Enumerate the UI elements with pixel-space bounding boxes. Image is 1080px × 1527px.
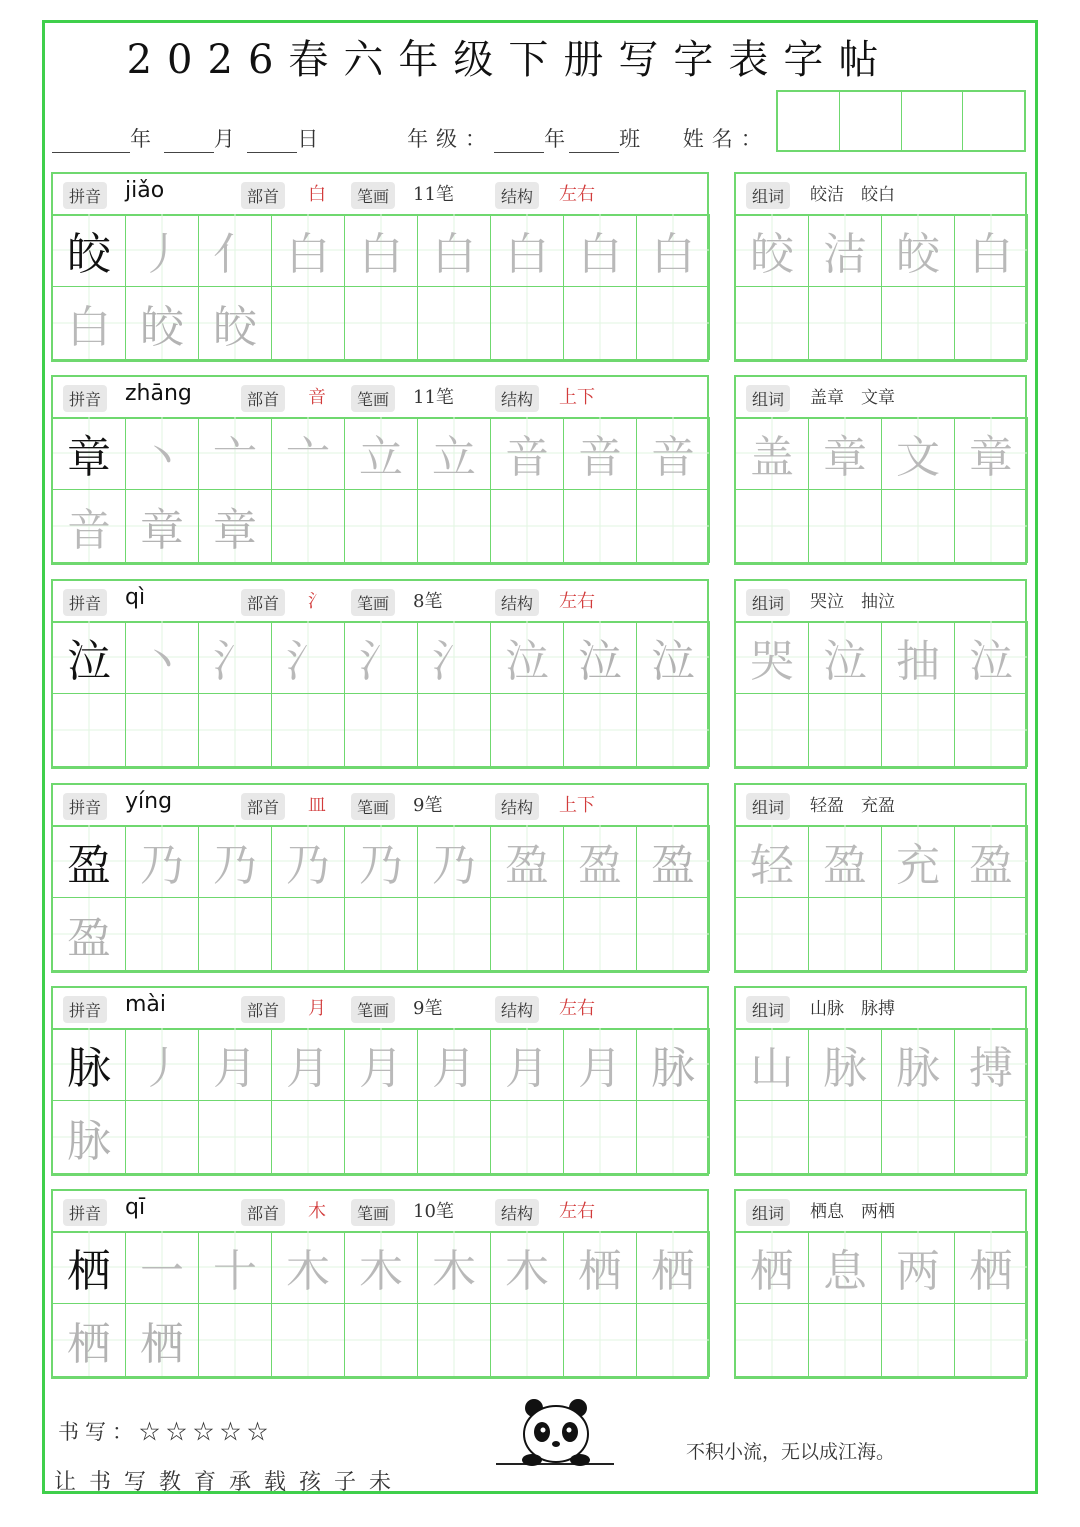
- stroke-step-cell: 栖: [53, 1304, 126, 1377]
- words-text: 栖息 两栖: [810, 1202, 895, 1222]
- words-text: 皎洁 皎白: [810, 185, 895, 205]
- practice-cell[interactable]: [491, 287, 564, 360]
- stroke-step-cell: 泣: [637, 621, 710, 694]
- word-practice-cell[interactable]: [736, 1101, 809, 1174]
- words-grid: [736, 825, 1028, 971]
- practice-block: [51, 986, 709, 1176]
- model-character: 章: [53, 417, 126, 490]
- structure-value: 上下: [559, 387, 595, 408]
- practice-cell[interactable]: [126, 1101, 199, 1174]
- rating-label: 书写：☆☆☆☆☆: [58, 1420, 274, 1444]
- strokes-tag: 笔画: [351, 1199, 395, 1226]
- word-practice-cell[interactable]: [955, 694, 1028, 767]
- radical-value: 月: [308, 998, 326, 1019]
- word-trace-cell: 泣: [955, 621, 1028, 694]
- words-bar: [736, 988, 1025, 1030]
- day-blank[interactable]: [247, 130, 297, 153]
- words-block: [734, 986, 1027, 1176]
- word-trace-cell: 搏: [955, 1028, 1028, 1101]
- practice-cell[interactable]: [345, 490, 418, 563]
- structure-tag: 结构: [495, 182, 539, 209]
- practice-cell[interactable]: [637, 694, 710, 767]
- practice-cell[interactable]: [345, 898, 418, 971]
- char-section: [51, 172, 1027, 362]
- words-tag: 组词: [746, 589, 790, 616]
- stroke-step-cell: 白: [345, 214, 418, 287]
- practice-cell[interactable]: [126, 694, 199, 767]
- strokes-tag: 笔画: [351, 793, 395, 820]
- pinyin-value: mài: [125, 992, 167, 1017]
- word-practice-cell[interactable]: [882, 490, 955, 563]
- radical-tag: 部首: [241, 996, 285, 1023]
- structure-tag: 结构: [495, 589, 539, 616]
- stroke-step-cell: 氵: [199, 621, 272, 694]
- slogan: 让书写教育承载孩子未: [54, 1470, 405, 1495]
- word-practice-cell[interactable]: [809, 898, 882, 971]
- strokes-tag: 笔画: [351, 589, 395, 616]
- word-practice-cell[interactable]: [736, 898, 809, 971]
- practice-cell[interactable]: [564, 490, 637, 563]
- stroke-step-cell: 皎: [199, 287, 272, 360]
- stroke-step-cell: 十: [199, 1231, 272, 1304]
- pinyin-tag: 拼音: [63, 793, 107, 820]
- stroke-step-cell: 白: [564, 214, 637, 287]
- structure-value: 上下: [559, 795, 595, 816]
- radical-tag: 部首: [241, 182, 285, 209]
- practice-cell[interactable]: [564, 898, 637, 971]
- practice-cell[interactable]: [199, 694, 272, 767]
- model-character: 脉: [53, 1028, 126, 1101]
- grade-year-label: 年: [544, 127, 566, 151]
- info-bar: [53, 581, 707, 623]
- words-grid: [736, 621, 1028, 767]
- practice-cell[interactable]: [418, 287, 491, 360]
- radical-value: 氵: [308, 591, 326, 612]
- word-trace-cell: 充: [882, 825, 955, 898]
- pinyin-tag: 拼音: [63, 996, 107, 1023]
- strokes-value: 9笔: [413, 795, 443, 816]
- stroke-step-cell: 月: [272, 1028, 345, 1101]
- char-section: [51, 1189, 1027, 1379]
- word-trace-cell: 两: [882, 1231, 955, 1304]
- practice-cell[interactable]: [637, 1101, 710, 1174]
- word-practice-cell[interactable]: [809, 694, 882, 767]
- class-blank[interactable]: [569, 130, 619, 153]
- practice-block: [51, 172, 709, 362]
- words-grid: [736, 1231, 1028, 1377]
- word-trace-cell: 盈: [809, 825, 882, 898]
- word-practice-cell[interactable]: [955, 898, 1028, 971]
- practice-block: [51, 783, 709, 973]
- word-practice-cell[interactable]: [882, 694, 955, 767]
- words-bar: [736, 581, 1025, 623]
- stroke-step-cell: 乃: [418, 825, 491, 898]
- words-text: 山脉 脉搏: [810, 999, 895, 1019]
- word-practice-cell[interactable]: [736, 490, 809, 563]
- practice-cell[interactable]: [199, 1101, 272, 1174]
- practice-grid: [53, 214, 710, 360]
- name-label: 姓名：: [682, 127, 770, 151]
- word-trace-cell: 泣: [809, 621, 882, 694]
- stroke-step-cell: 音: [53, 490, 126, 563]
- practice-cell[interactable]: [272, 1304, 345, 1377]
- radical-value: 白: [308, 184, 326, 205]
- stroke-step-cell: 盈: [564, 825, 637, 898]
- stroke-step-cell: 氵: [345, 621, 418, 694]
- practice-block: [51, 375, 709, 565]
- word-trace-cell: 章: [809, 417, 882, 490]
- structure-value: 左右: [559, 184, 595, 205]
- words-tag: 组词: [746, 996, 790, 1023]
- practice-cell[interactable]: [418, 1304, 491, 1377]
- stroke-step-cell: 盈: [637, 825, 710, 898]
- radical-tag: 部首: [241, 1199, 285, 1226]
- stroke-step-cell: 木: [345, 1231, 418, 1304]
- practice-cell[interactable]: [491, 694, 564, 767]
- word-trace-cell: 抽: [882, 621, 955, 694]
- practice-cell[interactable]: [53, 694, 126, 767]
- practice-block: [51, 1189, 709, 1379]
- stroke-step-cell: 乃: [126, 825, 199, 898]
- stroke-step-cell: 月: [418, 1028, 491, 1101]
- practice-cell[interactable]: [564, 1101, 637, 1174]
- practice-cell[interactable]: [491, 1304, 564, 1377]
- stroke-step-cell: 乃: [199, 825, 272, 898]
- practice-cell[interactable]: [345, 287, 418, 360]
- word-trace-cell: 盈: [955, 825, 1028, 898]
- stroke-step-cell: 皎: [126, 287, 199, 360]
- stroke-step-cell: 章: [199, 490, 272, 563]
- radical-tag: 部首: [241, 793, 285, 820]
- info-bar: [53, 785, 707, 827]
- pinyin-value: jiǎo: [125, 178, 165, 203]
- words-block: [734, 1189, 1027, 1379]
- words-tag: 组词: [746, 182, 790, 209]
- stroke-step-cell: 丶: [126, 417, 199, 490]
- words-tag: 组词: [746, 385, 790, 412]
- stroke-step-cell: 木: [272, 1231, 345, 1304]
- words-bar: [736, 1191, 1025, 1233]
- grade-blank[interactable]: [494, 130, 544, 153]
- word-practice-cell[interactable]: [955, 1304, 1028, 1377]
- model-character: 栖: [53, 1231, 126, 1304]
- model-character: 泣: [53, 621, 126, 694]
- practice-cell[interactable]: [126, 898, 199, 971]
- practice-cell[interactable]: [564, 694, 637, 767]
- strokes-value: 9笔: [413, 998, 443, 1019]
- practice-grid: [53, 1028, 710, 1174]
- stroke-step-cell: 丿: [126, 214, 199, 287]
- year-blank[interactable]: [52, 130, 130, 153]
- info-bar: [53, 174, 707, 216]
- pinyin-value: yíng: [125, 789, 173, 814]
- words-grid: [736, 214, 1028, 360]
- stroke-step-cell: 氵: [418, 621, 491, 694]
- stroke-step-cell: 白: [418, 214, 491, 287]
- stroke-step-cell: 立: [345, 417, 418, 490]
- words-text: 盖章 文章: [810, 388, 895, 408]
- practice-cell[interactable]: [564, 287, 637, 360]
- words-block: [734, 172, 1027, 362]
- word-trace-cell: 脉: [809, 1028, 882, 1101]
- info-bar: [53, 1191, 707, 1233]
- word-trace-cell: 栖: [955, 1231, 1028, 1304]
- word-practice-cell[interactable]: [809, 1304, 882, 1377]
- words-bar: [736, 785, 1025, 827]
- pinyin-value: zhāng: [125, 381, 192, 406]
- grade-label: 年级：: [407, 127, 495, 151]
- strokes-tag: 笔画: [351, 182, 395, 209]
- words-tag: 组词: [746, 1199, 790, 1226]
- month-label: 月: [213, 127, 235, 151]
- stroke-step-cell: 白: [491, 214, 564, 287]
- pinyin-tag: 拼音: [63, 1199, 107, 1226]
- pinyin-tag: 拼音: [63, 589, 107, 616]
- radical-value: 木: [308, 1201, 326, 1222]
- practice-cell[interactable]: [272, 1101, 345, 1174]
- stroke-step-cell: 白: [637, 214, 710, 287]
- practice-cell[interactable]: [345, 1101, 418, 1174]
- practice-cell[interactable]: [272, 694, 345, 767]
- word-trace-cell: 文: [882, 417, 955, 490]
- stroke-step-cell: 亠: [199, 417, 272, 490]
- structure-tag: 结构: [495, 385, 539, 412]
- pinyin-tag: 拼音: [63, 182, 107, 209]
- word-practice-cell[interactable]: [809, 490, 882, 563]
- stroke-step-cell: 月: [345, 1028, 418, 1101]
- stroke-step-cell: 丿: [126, 1028, 199, 1101]
- words-bar: [736, 174, 1025, 216]
- practice-cell[interactable]: [637, 490, 710, 563]
- stroke-step-cell: 丶: [126, 621, 199, 694]
- word-trace-cell: 盖: [736, 417, 809, 490]
- word-trace-cell: 白: [955, 214, 1028, 287]
- words-grid: [736, 417, 1028, 563]
- word-practice-cell[interactable]: [955, 287, 1028, 360]
- structure-value: 左右: [559, 591, 595, 612]
- words-tag: 组词: [746, 793, 790, 820]
- stroke-step-cell: 乃: [272, 825, 345, 898]
- practice-cell[interactable]: [491, 490, 564, 563]
- practice-cell[interactable]: [564, 1304, 637, 1377]
- stroke-step-cell: 盈: [53, 898, 126, 971]
- stroke-step-cell: 亠: [272, 417, 345, 490]
- words-grid: [736, 1028, 1028, 1174]
- year-label: 年: [130, 127, 151, 151]
- char-section: [51, 783, 1027, 973]
- pinyin-value: qì: [125, 585, 146, 610]
- stroke-step-cell: 氵: [272, 621, 345, 694]
- stroke-step-cell: 脉: [53, 1101, 126, 1174]
- words-block: [734, 579, 1027, 769]
- stroke-step-cell: 乃: [345, 825, 418, 898]
- model-character: 皎: [53, 214, 126, 287]
- practice-cell[interactable]: [199, 1304, 272, 1377]
- practice-grid: [53, 417, 710, 563]
- words-block: [734, 783, 1027, 973]
- stroke-step-cell: 栖: [564, 1231, 637, 1304]
- practice-block: [51, 579, 709, 769]
- class-label: 班: [619, 127, 641, 151]
- name-cell[interactable]: [963, 92, 1024, 150]
- char-section: [51, 579, 1027, 769]
- word-practice-cell[interactable]: [736, 287, 809, 360]
- practice-cell[interactable]: [418, 490, 491, 563]
- word-trace-cell: 脉: [882, 1028, 955, 1101]
- practice-cell[interactable]: [637, 898, 710, 971]
- day-label: 日: [297, 127, 319, 151]
- word-trace-cell: 哭: [736, 621, 809, 694]
- word-trace-cell: 洁: [809, 214, 882, 287]
- word-practice-cell[interactable]: [955, 490, 1028, 563]
- practice-grid: [53, 825, 710, 971]
- word-practice-cell[interactable]: [809, 1101, 882, 1174]
- stroke-step-cell: 栖: [637, 1231, 710, 1304]
- practice-cell[interactable]: [272, 287, 345, 360]
- stroke-step-cell: 木: [491, 1231, 564, 1304]
- practice-cell[interactable]: [418, 1101, 491, 1174]
- pinyin-value: qī: [125, 1195, 146, 1220]
- strokes-value: 10笔: [413, 1201, 454, 1222]
- word-trace-cell: 皎: [736, 214, 809, 287]
- practice-cell[interactable]: [272, 898, 345, 971]
- strokes-tag: 笔画: [351, 385, 395, 412]
- word-trace-cell: 皎: [882, 214, 955, 287]
- word-trace-cell: 章: [955, 417, 1028, 490]
- word-practice-cell[interactable]: [882, 1101, 955, 1174]
- structure-tag: 结构: [495, 996, 539, 1023]
- word-trace-cell: 息: [809, 1231, 882, 1304]
- word-practice-cell[interactable]: [882, 898, 955, 971]
- word-practice-cell[interactable]: [736, 694, 809, 767]
- practice-cell[interactable]: [637, 287, 710, 360]
- practice-cell[interactable]: [345, 1304, 418, 1377]
- radical-value: 音: [308, 387, 326, 408]
- strokes-value: 8笔: [413, 591, 443, 612]
- word-trace-cell: 山: [736, 1028, 809, 1101]
- radical-value: 皿: [308, 795, 326, 816]
- char-section: [51, 375, 1027, 565]
- practice-cell[interactable]: [199, 898, 272, 971]
- stroke-step-cell: 白: [272, 214, 345, 287]
- word-practice-cell[interactable]: [809, 287, 882, 360]
- name-cell[interactable]: [840, 92, 902, 150]
- stroke-step-cell: 一: [126, 1231, 199, 1304]
- info-bar: [53, 988, 707, 1030]
- model-character: 盈: [53, 825, 126, 898]
- motto: 不积小流，无以成江海。: [686, 1441, 896, 1463]
- word-practice-cell[interactable]: [882, 1304, 955, 1377]
- radical-tag: 部首: [241, 589, 285, 616]
- stroke-step-cell: 音: [564, 417, 637, 490]
- radical-tag: 部首: [241, 385, 285, 412]
- words-text: 哭泣 抽泣: [810, 592, 895, 612]
- word-trace-cell: 栖: [736, 1231, 809, 1304]
- page-title: 2026春六年级下册写字表字帖: [126, 37, 894, 83]
- stroke-step-cell: 泣: [491, 621, 564, 694]
- words-bar: [736, 377, 1025, 419]
- stroke-step-cell: 音: [491, 417, 564, 490]
- structure-value: 左右: [559, 1201, 595, 1222]
- stroke-step-cell: 盈: [491, 825, 564, 898]
- word-trace-cell: 轻: [736, 825, 809, 898]
- panda-icon: [496, 1398, 616, 1470]
- strokes-value: 11笔: [413, 387, 454, 408]
- practice-grid: [53, 1231, 710, 1377]
- stroke-step-cell: 亻: [199, 214, 272, 287]
- word-practice-cell[interactable]: [736, 1304, 809, 1377]
- practice-cell[interactable]: [491, 1101, 564, 1174]
- practice-grid: [53, 621, 710, 767]
- stroke-step-cell: 白: [53, 287, 126, 360]
- practice-cell[interactable]: [272, 490, 345, 563]
- words-text: 轻盈 充盈: [810, 796, 895, 816]
- char-section: [51, 986, 1027, 1176]
- info-bar: [53, 377, 707, 419]
- stroke-step-cell: 泣: [564, 621, 637, 694]
- stroke-step-cell: 脉: [637, 1028, 710, 1101]
- stroke-step-cell: 木: [418, 1231, 491, 1304]
- structure-value: 左右: [559, 998, 595, 1019]
- name-cell[interactable]: [902, 92, 964, 150]
- strokes-value: 11笔: [413, 184, 454, 205]
- word-practice-cell[interactable]: [955, 1101, 1028, 1174]
- practice-cell[interactable]: [491, 898, 564, 971]
- practice-cell[interactable]: [418, 898, 491, 971]
- stroke-step-cell: 月: [199, 1028, 272, 1101]
- stroke-step-cell: 月: [491, 1028, 564, 1101]
- practice-cell[interactable]: [637, 1304, 710, 1377]
- structure-tag: 结构: [495, 1199, 539, 1226]
- pinyin-tag: 拼音: [63, 385, 107, 412]
- structure-tag: 结构: [495, 793, 539, 820]
- words-block: [734, 375, 1027, 565]
- stroke-step-cell: 立: [418, 417, 491, 490]
- stroke-step-cell: 月: [564, 1028, 637, 1101]
- name-cell[interactable]: [778, 92, 840, 150]
- word-practice-cell[interactable]: [882, 287, 955, 360]
- date-name-row: [52, 123, 770, 153]
- practice-cell[interactable]: [345, 694, 418, 767]
- stroke-step-cell: 音: [637, 417, 710, 490]
- strokes-tag: 笔画: [351, 996, 395, 1023]
- month-blank[interactable]: [164, 130, 214, 153]
- stroke-step-cell: 章: [126, 490, 199, 563]
- stroke-step-cell: 栖: [126, 1304, 199, 1377]
- practice-cell[interactable]: [418, 694, 491, 767]
- name-writing-grid[interactable]: [776, 90, 1026, 152]
